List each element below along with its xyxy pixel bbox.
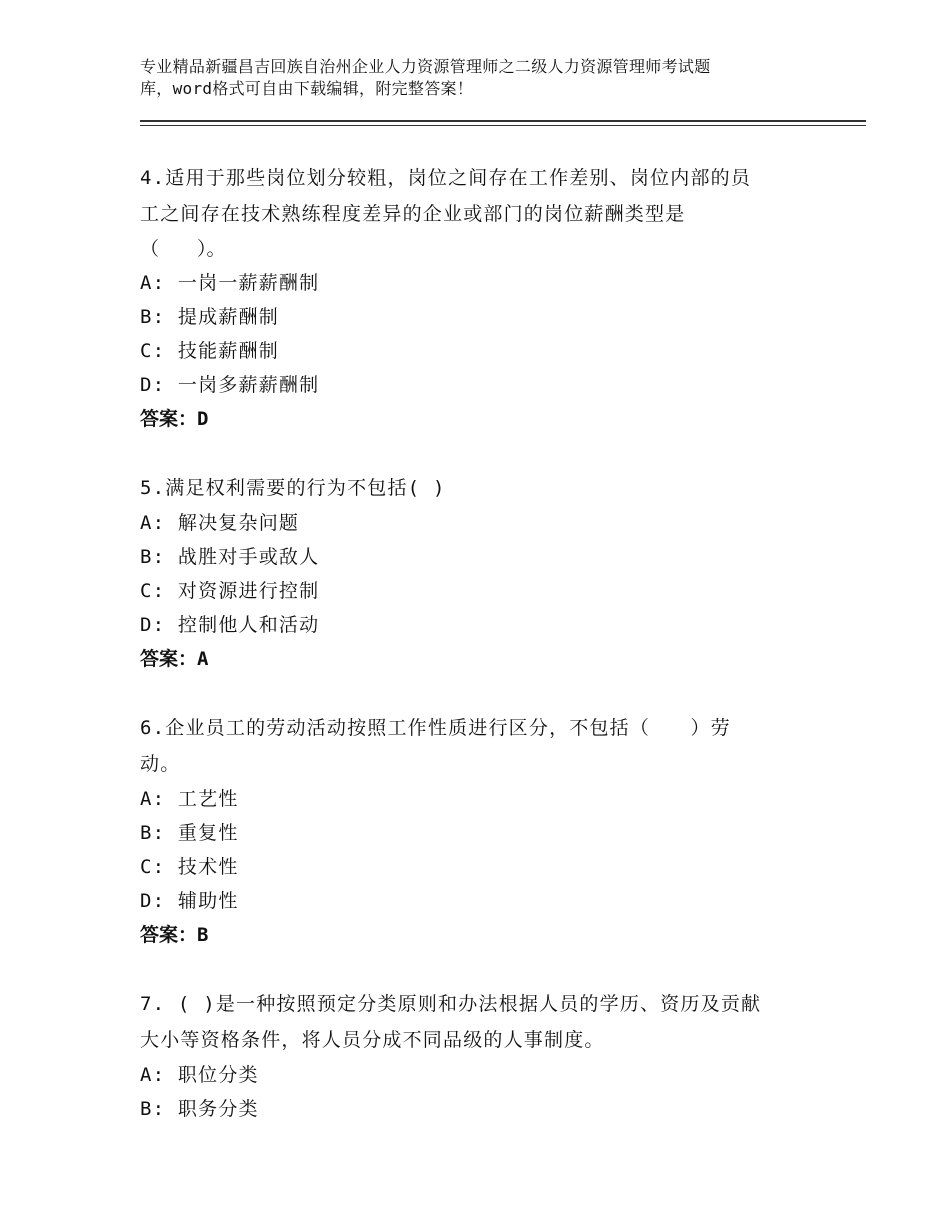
question-stem: 工之间存在技术熟练程度差异的企业或部门的岗位薪酬类型是: [140, 203, 686, 225]
answer-label: 答案：A: [140, 648, 209, 670]
header-line-2: 库，word格式可自由下载编辑，附完整答案！: [140, 79, 474, 98]
option-c: C: 技术性: [140, 856, 239, 878]
option-b: B: 战胜对手或敌人: [140, 546, 320, 568]
question-4: [140, 160, 840, 436]
option-a: A: 工艺性: [140, 788, 239, 810]
question-stem: 4.适用于那些岗位划分较粗，岗位之间存在工作差别、岗位内部的员: [140, 167, 752, 189]
option-b: B: 重复性: [140, 822, 239, 844]
question-list: [140, 160, 840, 1160]
option-b: B: 职务分类: [140, 1098, 259, 1120]
question-stem: 大小等资格条件，将人员分成不同品级的人事制度。: [140, 1029, 605, 1051]
option-c: C: 对资源进行控制: [140, 580, 320, 602]
option-d: D: 辅助性: [140, 890, 239, 912]
answer-label: 答案：D: [140, 408, 209, 430]
header-line-1: 专业精品新疆昌吉回族自治州企业人力资源管理师之二级人力资源管理师考试题: [140, 57, 711, 76]
question-stem: 动。: [140, 753, 181, 775]
option-a: A: 职位分类: [140, 1064, 259, 1086]
option-a: A: 解决复杂问题: [140, 512, 300, 534]
option-b: B: 提成薪酬制: [140, 306, 279, 328]
question-stem: 6.企业员工的劳动活动按照工作性质进行区分，不包括（ ）劳: [140, 717, 731, 739]
header-divider-thick: [140, 120, 866, 122]
option-a: A: 一岗一薪薪酬制: [140, 272, 320, 294]
question-stem: 5.满足权利需要的行为不包括( ): [140, 477, 446, 499]
document-header: [140, 56, 820, 100]
question-5: [140, 470, 840, 676]
option-d: D: 一岗多薪薪酬制: [140, 374, 320, 396]
question-7: [140, 986, 840, 1126]
option-c: C: 技能薪酬制: [140, 340, 279, 362]
question-stem: 7. ( )是一种按照预定分类原则和办法根据人员的学历、资历及贡献: [140, 993, 762, 1015]
question-6: [140, 710, 840, 952]
option-d: D: 控制他人和活动: [140, 614, 320, 636]
question-stem: （ ）。: [140, 238, 226, 260]
header-divider-thin: [140, 125, 866, 126]
answer-label: 答案：B: [140, 924, 209, 946]
